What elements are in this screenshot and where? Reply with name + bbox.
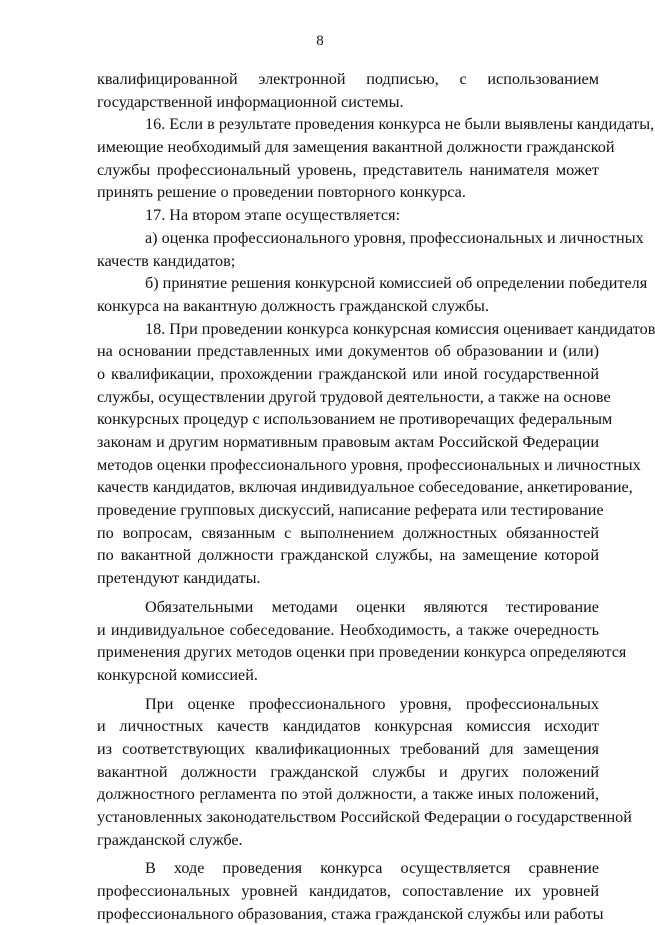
- page-number: 8: [316, 33, 324, 49]
- text-line: законам и другим нормативным правовым актам Российской Федерации: [97, 433, 599, 451]
- text-line: по вопросам, связанным с выполнением должностных обязанностей: [97, 523, 599, 542]
- text-line: квалифицированной электронной подписью, с использованием: [97, 70, 599, 88]
- text-line: конкурса на вакантную должность гражданской службы.: [97, 296, 489, 315]
- paragraph-mandatory-methods: [97, 596, 627, 687]
- paragraph-item-17: [97, 204, 599, 227]
- text-line: профессиональных уровней кандидатов, сопоставление их уровней: [97, 882, 599, 901]
- paragraph-item-16: [97, 113, 655, 204]
- text-line: принять решение о проведении повторного конкурса.: [97, 183, 466, 202]
- text-line: профессионального образования, стажа гражданской службы или работы: [97, 904, 604, 923]
- text-line: по вакантной должности гражданской службы, на замещение которой: [97, 546, 599, 565]
- text-line: установленных законодательством Российской Федерации о государственной: [97, 808, 632, 826]
- text-line: должностного регламента по этой должности, а также иных положений,: [97, 785, 599, 804]
- text-line: о квалификации, прохождении гражданской или иной государственной: [97, 364, 599, 383]
- text-line: и индивидуальное собеседование. Необходимость, а также очередность: [97, 620, 599, 639]
- paragraph-item-18: [97, 318, 655, 590]
- text-line: имеющие необходимый для замещения вакантной должности гражданской: [97, 138, 615, 157]
- text-line: качеств кандидатов, включая индивидуальное собеседование, анкетирование,: [97, 478, 633, 497]
- text-line: В ходе проведения конкурса осуществляется сравнение: [145, 859, 599, 878]
- paragraph-comparison: [97, 857, 604, 925]
- text-line: претендуют кандидаты.: [97, 569, 261, 588]
- text-line: вакантной должности гражданской службы и других положений: [97, 762, 599, 781]
- text-line: на основании представленных ими документов об образовании и (или): [97, 342, 599, 361]
- text-line: При оценке профессионального уровня, профессиональных: [145, 694, 599, 713]
- text-line: б) принятие решения конкурсной комиссией об определении победителя: [145, 274, 648, 293]
- paragraph-item-17-b: [97, 272, 648, 317]
- document-body: [97, 68, 655, 925]
- text-line: Обязательными методами оценки являются тестирование: [145, 597, 599, 616]
- text-line: 16. Если в результате проведения конкурса не были выявлены кандидаты,: [145, 115, 655, 134]
- paragraph-assessment-basis: [97, 693, 632, 852]
- text-line: методов оценки профессионального уровня, профессиональных и личностных: [97, 455, 641, 474]
- text-line: конкурсных процедур с использованием не противоречащих федеральным: [97, 410, 613, 429]
- text-line: 17. На втором этапе осуществляется:: [145, 206, 401, 225]
- text-line: из соответствующих квалификационных требований для замещения: [97, 739, 599, 758]
- text-line: применения других методов оценки при проведении конкурса определяются: [97, 643, 627, 662]
- paragraph-item-17-a: [97, 227, 644, 272]
- text-line: и личностных качеств кандидатов конкурсная комиссия исходит: [97, 717, 599, 736]
- text-line: качеств кандидатов;: [97, 251, 236, 270]
- paragraph-continuation: [97, 68, 599, 113]
- text-line: 18. При проведении конкурса конкурсная комиссия оценивает кандидатов: [145, 319, 655, 338]
- text-line: а) оценка профессионального уровня, профессиональных и личностных: [145, 228, 644, 247]
- text-line: службы, осуществлении другой трудовой деятельности, а также на основе: [97, 387, 611, 406]
- text-line: государственной информационной системы.: [97, 92, 404, 111]
- text-line: конкурсной комиссией.: [97, 665, 258, 684]
- text-line: проведение групповых дискуссий, написание реферата или тестирование: [97, 501, 604, 520]
- text-line: службы профессиональный уровень, представитель нанимателя может: [97, 160, 599, 179]
- text-line: гражданской службе.: [97, 830, 243, 849]
